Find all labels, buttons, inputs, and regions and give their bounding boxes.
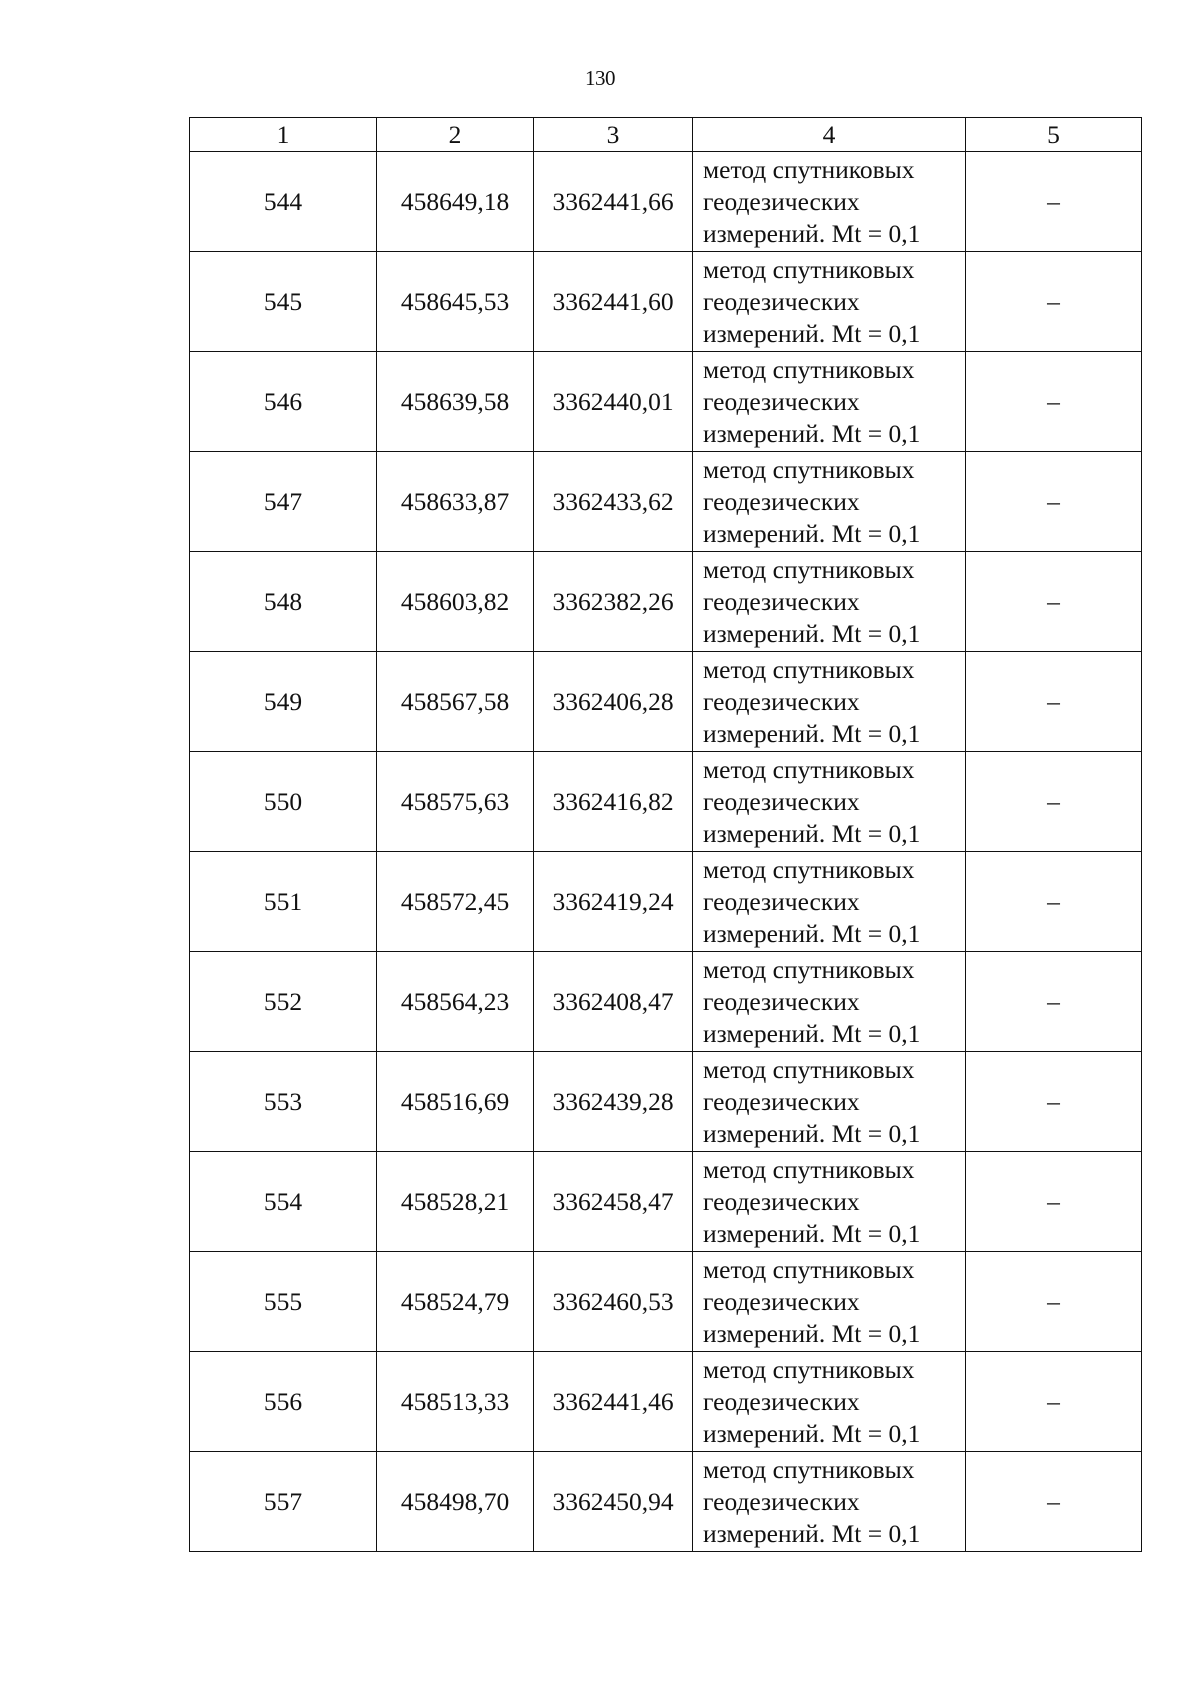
note-cell: –	[966, 1152, 1142, 1252]
method-cell: метод спутниковых геодезических измерений. Mt = 0,1	[693, 452, 966, 552]
y-coordinate-cell: 3362382,26	[534, 552, 693, 652]
table-row	[190, 252, 1142, 352]
page-number: 130	[585, 66, 615, 90]
point-number-cell: 556	[190, 1352, 377, 1452]
y-coordinate-cell: 3362408,47	[534, 952, 693, 1052]
x-coordinate-cell: 458528,21	[377, 1152, 534, 1252]
x-coordinate-cell: 458575,63	[377, 752, 534, 852]
method-cell: метод спутниковых геодезических измерений. Mt = 0,1	[693, 552, 966, 652]
method-cell: метод спутниковых геодезических измерений. Mt = 0,1	[693, 1052, 966, 1152]
x-coordinate-cell: 458649,18	[377, 152, 534, 252]
header-cell-3: 3	[534, 118, 693, 152]
point-number-cell: 547	[190, 452, 377, 552]
header-cell-1: 1	[190, 118, 377, 152]
method-cell: метод спутниковых геодезических измерений. Mt = 0,1	[693, 352, 966, 452]
x-coordinate-cell: 458572,45	[377, 852, 534, 952]
table-row	[190, 852, 1142, 952]
y-coordinate-cell: 3362441,66	[534, 152, 693, 252]
method-cell: метод спутниковых геодезических измерений. Mt = 0,1	[693, 152, 966, 252]
y-coordinate-cell: 3362458,47	[534, 1152, 693, 1252]
x-coordinate-cell: 458516,69	[377, 1052, 534, 1152]
header-cell-5: 5	[966, 118, 1142, 152]
table-row	[190, 552, 1142, 652]
point-number-cell: 554	[190, 1152, 377, 1252]
table-row	[190, 152, 1142, 252]
table-row	[190, 1452, 1142, 1552]
point-number-cell: 546	[190, 352, 377, 452]
method-cell: метод спутниковых геодезических измерений. Mt = 0,1	[693, 852, 966, 952]
point-number-cell: 545	[190, 252, 377, 352]
x-coordinate-cell: 458524,79	[377, 1252, 534, 1352]
coordinates-table	[189, 117, 1142, 1552]
note-cell: –	[966, 352, 1142, 452]
point-number-cell: 551	[190, 852, 377, 952]
method-cell: метод спутниковых геодезических измерений. Mt = 0,1	[693, 1152, 966, 1252]
table-row	[190, 1252, 1142, 1352]
table-body	[190, 152, 1142, 1552]
note-cell: –	[966, 952, 1142, 1052]
method-cell: метод спутниковых геодезических измерений. Mt = 0,1	[693, 752, 966, 852]
x-coordinate-cell: 458498,70	[377, 1452, 534, 1552]
x-coordinate-cell: 458567,58	[377, 652, 534, 752]
method-cell: метод спутниковых геодезических измерений. Mt = 0,1	[693, 252, 966, 352]
table-row	[190, 1352, 1142, 1452]
y-coordinate-cell: 3362406,28	[534, 652, 693, 752]
table-row	[190, 652, 1142, 752]
note-cell: –	[966, 752, 1142, 852]
y-coordinate-cell: 3362441,60	[534, 252, 693, 352]
point-number-cell: 553	[190, 1052, 377, 1152]
method-cell: метод спутниковых геодезических измерений. Mt = 0,1	[693, 652, 966, 752]
y-coordinate-cell: 3362440,01	[534, 352, 693, 452]
x-coordinate-cell: 458603,82	[377, 552, 534, 652]
x-coordinate-cell: 458633,87	[377, 452, 534, 552]
table-row	[190, 752, 1142, 852]
note-cell: –	[966, 552, 1142, 652]
method-cell: метод спутниковых геодезических измерений. Mt = 0,1	[693, 1452, 966, 1552]
note-cell: –	[966, 152, 1142, 252]
y-coordinate-cell: 3362441,46	[534, 1352, 693, 1452]
y-coordinate-cell: 3362419,24	[534, 852, 693, 952]
y-coordinate-cell: 3362450,94	[534, 1452, 693, 1552]
table-row	[190, 352, 1142, 452]
header-cell-4: 4	[693, 118, 966, 152]
point-number-cell: 548	[190, 552, 377, 652]
point-number-cell: 555	[190, 1252, 377, 1352]
point-number-cell: 552	[190, 952, 377, 1052]
table-row	[190, 1052, 1142, 1152]
table-row	[190, 952, 1142, 1052]
header-row	[190, 118, 1142, 152]
header-cell-2: 2	[377, 118, 534, 152]
note-cell: –	[966, 1052, 1142, 1152]
note-cell: –	[966, 652, 1142, 752]
method-cell: метод спутниковых геодезических измерений. Mt = 0,1	[693, 1352, 966, 1452]
point-number-cell: 549	[190, 652, 377, 752]
y-coordinate-cell: 3362433,62	[534, 452, 693, 552]
x-coordinate-cell: 458645,53	[377, 252, 534, 352]
note-cell: –	[966, 852, 1142, 952]
point-number-cell: 557	[190, 1452, 377, 1552]
method-cell: метод спутниковых геодезических измерений. Mt = 0,1	[693, 1252, 966, 1352]
method-cell: метод спутниковых геодезических измерений. Mt = 0,1	[693, 952, 966, 1052]
table-row	[190, 1152, 1142, 1252]
note-cell: –	[966, 452, 1142, 552]
x-coordinate-cell: 458639,58	[377, 352, 534, 452]
note-cell: –	[966, 1352, 1142, 1452]
note-cell: –	[966, 1252, 1142, 1352]
x-coordinate-cell: 458564,23	[377, 952, 534, 1052]
note-cell: –	[966, 252, 1142, 352]
y-coordinate-cell: 3362439,28	[534, 1052, 693, 1152]
table-row	[190, 452, 1142, 552]
point-number-cell: 550	[190, 752, 377, 852]
y-coordinate-cell: 3362416,82	[534, 752, 693, 852]
x-coordinate-cell: 458513,33	[377, 1352, 534, 1452]
note-cell: –	[966, 1452, 1142, 1552]
point-number-cell: 544	[190, 152, 377, 252]
y-coordinate-cell: 3362460,53	[534, 1252, 693, 1352]
